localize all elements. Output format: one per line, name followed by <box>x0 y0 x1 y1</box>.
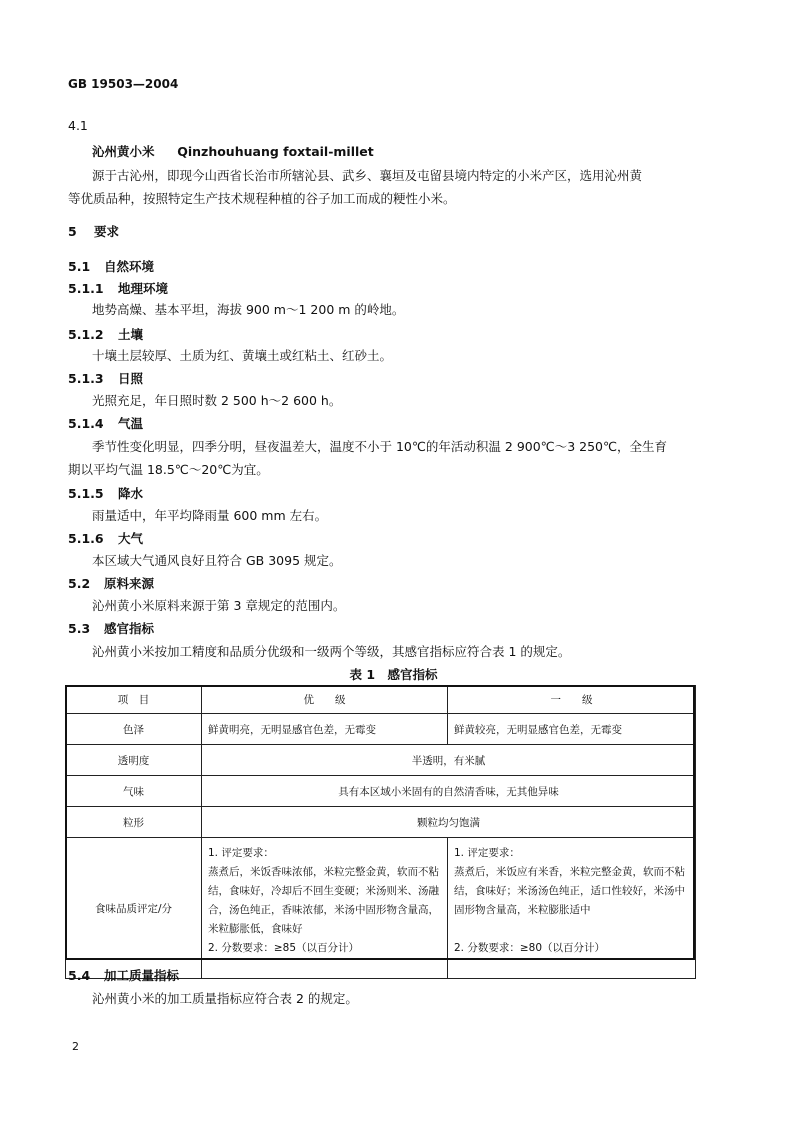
clause-5-2-heading <box>68 574 154 592</box>
clause-5-heading <box>68 222 119 240</box>
table-row-odor <box>66 776 696 807</box>
standard-number: GB 19503—2004 <box>68 77 179 91</box>
premium-requirement-text: 蒸煮后，米饭香味浓郁，米粒完整金黄，软而不粘结，食味好，冷却后不回生变硬；米汤则米、汤融合，汤色纯正，香味浓郁，米汤中固形物含量高，米粒膨胀低，食味好 <box>208 866 439 935</box>
clause-5-4-title: 加工质量指标 <box>104 968 180 983</box>
clause-5-1-1-number: 5.1.1 <box>68 281 104 296</box>
clause-5-1-6-number: 5.1.6 <box>68 531 104 546</box>
clause-5-1-2-heading <box>68 325 143 343</box>
header-item: 项 目 <box>66 686 202 714</box>
clause-5-1-title: 自然环境 <box>104 259 155 274</box>
term-definition-line2: 等优质品种，按照特定生产技术规程种植的谷子加工而成的粳性小米。 <box>68 191 456 206</box>
row-label: 气味 <box>66 776 202 807</box>
row-label: 色泽 <box>66 714 202 745</box>
cell-merged: 具有本区域小米固有的自然清香味，无其他异味 <box>202 776 696 807</box>
row-label: 食味品质评定/分 <box>66 838 202 979</box>
clause-5-1-6-title: 大气 <box>118 531 144 546</box>
clause-4-1-number: 4.1 <box>68 118 88 133</box>
term-cn: 沁州黄小米 <box>92 144 155 159</box>
clause-5-1-5-number: 5.1.5 <box>68 486 104 501</box>
table-header-row <box>66 686 696 714</box>
clause-5-1-1-heading <box>68 279 168 297</box>
clause-5-1-5-heading <box>68 484 143 502</box>
clause-5-4-text: 沁州黄小米的加工质量指标应符合表 2 的规定。 <box>92 991 358 1006</box>
cell-merged: 半透明，有米腻 <box>202 745 696 776</box>
term-name <box>92 142 374 160</box>
page-number: 2 <box>72 1040 79 1053</box>
table-row-clarity <box>66 745 696 776</box>
premium-requirement-label: 1. 评定要求： <box>208 847 274 859</box>
header-premium-grade: 优 级 <box>202 686 448 714</box>
clause-5-1-2-title: 土壤 <box>118 327 144 342</box>
sensory-indicators-table <box>65 685 696 979</box>
cell-first: 鲜黄较亮，无明显感官色差，无霉变 <box>448 714 696 745</box>
clause-5-1-2-number: 5.1.2 <box>68 327 104 342</box>
clause-5-1-4-number: 5.1.4 <box>68 416 104 431</box>
clause-5-2-title: 原料来源 <box>104 576 155 591</box>
table-1-caption: 表 1 感官指标 <box>349 667 438 682</box>
clause-5-1-number: 5.1 <box>68 259 91 274</box>
first-requirement-label: 1. 评定要求： <box>454 847 520 859</box>
clause-5-4-number: 5.4 <box>68 968 91 983</box>
clause-5-1-1-title: 地理环境 <box>118 281 169 296</box>
premium-score-requirement: 2. 分数要求：≥85（以百分计） <box>208 942 360 954</box>
clause-5-1-3-text: 光照充足，年日照时数 2 500 h～2 600 h。 <box>92 393 342 408</box>
header-first-grade: 一 级 <box>448 686 696 714</box>
clause-5-title: 要求 <box>94 224 120 239</box>
row-label: 粒形 <box>66 807 202 838</box>
first-requirement-text: 蒸煮后，米饭应有米香，米粒完整金黄，软而不粘结，食味好；米汤汤色纯正，适口性较好，米汤中固形物含量高，米粒膨胀适中 <box>454 866 685 916</box>
clause-5-3-heading <box>68 619 154 637</box>
clause-5-1-6-text: 本区域大气通风良好且符合 GB 3095 规定。 <box>92 553 342 568</box>
clause-5-1-4-heading <box>68 414 143 432</box>
clause-5-number: 5 <box>68 224 77 239</box>
clause-5-1-3-heading <box>68 369 143 387</box>
clause-5-1-1-text: 地势高燥、基本平坦，海拔 900 m～1 200 m 的岭地。 <box>92 302 405 317</box>
clause-5-2-text: 沁州黄小米原料来源于第 3 章规定的范围内。 <box>92 598 346 613</box>
clause-5-1-4-text-line2: 期以平均气温 18.5℃～20℃为宜。 <box>68 462 269 477</box>
cell-premium <box>202 838 448 979</box>
table-row-shape <box>66 807 696 838</box>
first-score-requirement: 2. 分数要求：≥80（以百分计） <box>454 942 606 954</box>
term-definition-line1: 源于古沁州，即现今山西省长治市所辖沁县、武乡、襄垣及屯留县境内特定的小米产区，选用沁州黄 <box>92 168 643 183</box>
table-row-taste <box>66 838 696 979</box>
clause-5-1-5-text: 雨量适中，年平均降雨量 600 mm 左右。 <box>92 508 328 523</box>
clause-5-1-heading <box>68 257 154 275</box>
clause-5-2-number: 5.2 <box>68 576 91 591</box>
clause-5-1-4-title: 气温 <box>118 416 144 431</box>
cell-first <box>448 838 696 979</box>
clause-5-1-4-text-line1: 季节性变化明显，四季分明，昼夜温差大，温度不小于 10℃的年活动积温 2 900℃～3 250℃，全生育 <box>92 439 668 454</box>
term-en: Qinzhouhuang foxtail-millet <box>177 144 374 159</box>
cell-merged: 颗粒均匀饱满 <box>202 807 696 838</box>
table-row-color <box>66 714 696 745</box>
cell-premium: 鲜黄明亮，无明显感官色差，无霉变 <box>202 714 448 745</box>
clause-5-3-text: 沁州黄小米按加工精度和品质分优级和一级两个等级，其感官指标应符合表 1 的规定。 <box>92 644 571 659</box>
clause-5-1-3-title: 日照 <box>118 371 144 386</box>
clause-5-3-number: 5.3 <box>68 621 91 636</box>
clause-5-1-5-title: 降水 <box>118 486 144 501</box>
clause-5-1-2-text: 十壤土层较厚、土质为红、黄壤土或红粘土、红砂土。 <box>92 348 393 363</box>
row-label: 透明度 <box>66 745 202 776</box>
clause-5-1-6-heading <box>68 529 143 547</box>
clause-5-3-title: 感官指标 <box>104 621 155 636</box>
clause-5-4-heading <box>68 966 179 984</box>
clause-5-1-3-number: 5.1.3 <box>68 371 104 386</box>
